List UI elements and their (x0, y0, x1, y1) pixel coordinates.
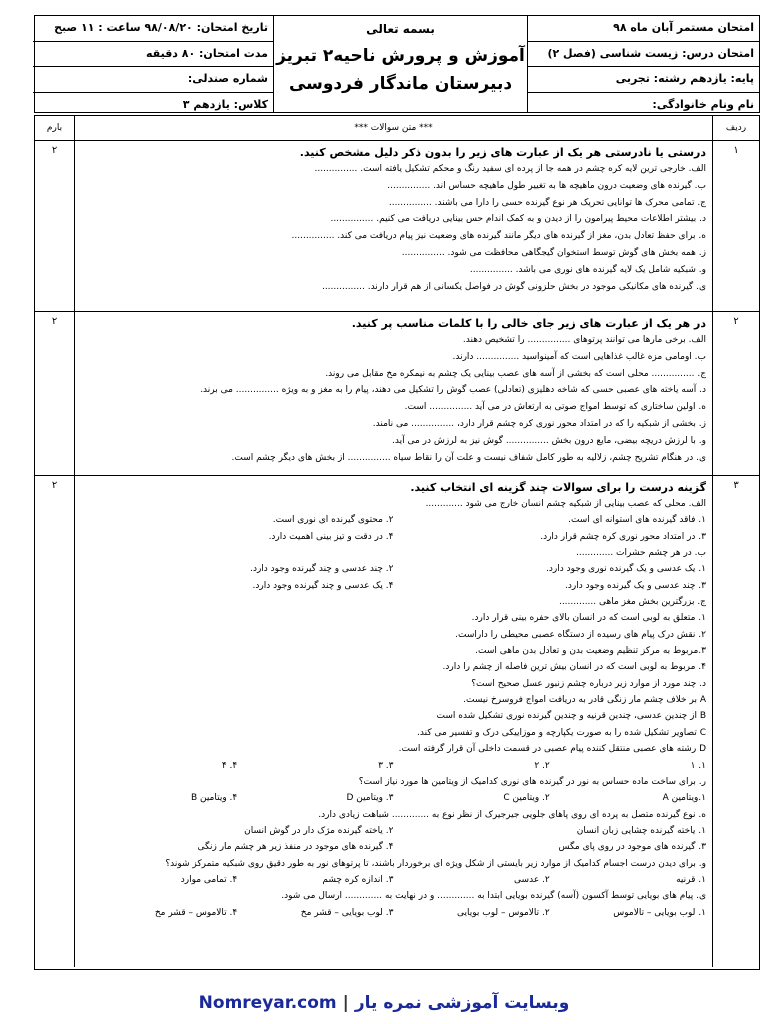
option-item: ۱.ویتامین A (662, 793, 706, 804)
question-line: ۱. متعلق به لوبی است که در انسان بالای حفره بینی قرار دارد. (471, 613, 706, 624)
option-item: ۳. گیرنده های موجود در روی پای مگس (558, 842, 706, 853)
questions-header: *** متن سوالات *** (354, 123, 433, 133)
radif-header: ردیف (712, 116, 759, 140)
score-header: بارم (35, 116, 75, 140)
option-item: ۴. یک عدسی و چند گیرنده وجود دارد. (252, 580, 394, 591)
header-student-info (527, 16, 759, 112)
exam-header (34, 15, 760, 113)
question-line: و. با لرزش دریچه بیضی، مایع درون بخش ............... گوش نیز به لرزش در می آید. (392, 435, 706, 446)
option-row (81, 561, 706, 577)
option-item: ۲. محتوی گیرنده ای نوری است. (272, 515, 394, 526)
option-item: ۴. ویتامین B (190, 793, 238, 804)
exam-subject: امتحان درس: زیست شناسی (فصل ۲) (528, 42, 759, 68)
class-field: کلاس: یازدهم ۳ (182, 97, 268, 111)
option-row (81, 790, 706, 806)
question-line: ز. بخشی از شبکیه را که در امتداد محور نوری کره چشم قرار دارد، ............... می نامند. (372, 418, 706, 429)
question-line: ر. برای ساخت ماده حساس به نور در گیرنده های نوری کدامیک از ویتامین ها مورد نیاز است؟ (358, 776, 706, 787)
question-title: درستی یا نادرستی هر یک از عبارت های زیر را بدون ذکر دلیل مشخص کنید. (299, 146, 706, 159)
question-body (75, 312, 712, 475)
question-line: ج. بزرگترین بخش مغز ماهی ............. (558, 597, 706, 608)
option-item: ۴. ۴ (221, 760, 238, 771)
question-line: ه. نوع گیرنده متصل به پرده ای روی پاهای جلویی جیرجیرک از نظر نوع به ............. شباهت زیادی دارد. (318, 809, 706, 820)
header-title-block (273, 16, 527, 112)
option-item: ۱. فاقد گیرنده های استوانه ای است. (568, 515, 706, 526)
question-line: الف. برخی مارها می توانند پرتوهای ............... را تشخیص دهند. (462, 335, 706, 345)
question-score: ۲ (35, 312, 75, 475)
question-line: ب. گیرنده های وضعیت درون ماهیچه ها به تغییر طول ماهیچه حساس اند. ............... (387, 180, 706, 191)
question-score: ۲ (35, 476, 75, 967)
question-line: د. بیشتر اطلاعات محیط پیرامون را از دیدن و به کمک اندام حس بینایی دریافت می کنیم. ............... (330, 214, 706, 225)
question-number: ۳ (712, 476, 759, 967)
question-line: ج. ............... محلی است که بخشی از آسه های عصب بینایی یک چشم به نیمکره مخ مقابل می روند. (325, 368, 706, 379)
option-item: ۱. یک عدسی و یک گیرنده نوری وجود دارد. (546, 564, 706, 575)
grade-field: پایه: یازدهم رشته: تجربی (528, 67, 759, 93)
question-line: B از چندین عدسی، چندین قرنیه و چندین گیرنده نوری تشکیل شده است (436, 711, 706, 722)
question-body (75, 476, 712, 967)
option-row (81, 578, 706, 594)
option-row (81, 905, 706, 921)
question-line: الف. محلی که عصب بینایی از شبکیه چشم انسان خارج می شود ............. (425, 499, 706, 509)
question-line: ج. تمامی محرک ها توانایی تحریک هر نوع گیرنده حسی را دارا می باشند. ............... (388, 197, 706, 208)
question-body (75, 141, 712, 311)
question-line: الف. خارجی ترین لایه کره چشم در همه جا از پرده ای سفید رنگ و محکم تشکیل یافته است. ............... (314, 164, 706, 174)
questions-table (34, 115, 760, 970)
option-item: ۱. یاخته گیرنده چشایی زبان انسان (576, 825, 706, 836)
option-row (81, 529, 706, 545)
question-line: ۴. مربوط به لوبی است که در انسان بیش ترین فاصله از چشم را دارد. (442, 662, 706, 673)
question-line: ز. همه بخش های گوش توسط استخوان گیجگاهی محافظت می شود. ............... (401, 247, 706, 258)
option-row (81, 872, 706, 888)
option-row (81, 512, 706, 528)
option-item: ۴. تالاموس – قشر مخ (154, 907, 238, 918)
option-item: ۳. چند عدسی و یک گیرنده وجود دارد. (565, 580, 706, 591)
option-item: ۳. ویتامین D (346, 793, 394, 804)
option-row (81, 823, 706, 839)
option-item: ۲. عدسی (514, 874, 550, 885)
basmala: بسمه تعالی (366, 22, 435, 36)
seat-number: شماره صندلی: (33, 67, 273, 93)
school-name: دبیرستان ماندگار فردوسی (288, 74, 513, 94)
question-line: ۲. نقش درک پیام های رسیده از دستگاه عصبی محیطی را داراست. (455, 629, 706, 640)
site-footer (0, 993, 768, 1013)
footer-text: وبسایت آموزشی نمره یار (354, 993, 570, 1013)
option-row (81, 758, 706, 774)
question-title: در هر یک از عبارت های زیر جای خالی را با کلمات مناسب پر کنید. (351, 317, 706, 330)
exam-duration: مدت امتحان: ۸۰ دقیقه (33, 42, 273, 68)
option-item: ۲. چند عدسی و چند گیرنده وجود دارد. (250, 564, 394, 575)
question-line: ب. اومامی مزه غالب غذاهایی است که آمینواسید ............... دارند. (452, 351, 706, 362)
question-line: ه. اولین ساختاری که توسط امواج صوتی به ارتعاش در می آید ............... است. (404, 402, 706, 413)
option-item: ۴. گیرنده های موجود در منفذ زیر هر چشم مار زنگی (197, 842, 394, 853)
option-item: ۱. قرنیه (676, 874, 706, 885)
question-line: ب. در هر چشم حشرات ............. (575, 548, 706, 559)
question-line: C تصاویر تشکیل شده را به صورت یکپارچه و موزاییکی درک و تفسیر می کند. (417, 727, 706, 738)
exam-type: امتحان مستمر آبان ماه ۹۸ (528, 16, 759, 42)
education-office: آموزش و پرورش ناحیه۲ تبریز (276, 46, 525, 66)
footer-separator: | (342, 993, 349, 1013)
question-3 (35, 476, 759, 967)
header-exam-info (33, 16, 273, 112)
option-item: ۲. تالاموس – لوب بویایی (456, 907, 550, 918)
option-item: ۱. ۱ (690, 760, 706, 771)
option-row (81, 839, 706, 855)
question-line: د. آسه یاخته های عصبی حسی که شاخه دهلیزی (تعادلی) عصب گوش را تشکیل می دهند، پیام را به مغز و به ویژه ............... می برند. (200, 385, 706, 396)
question-line: ی. پیام های بویایی توسط آکسون (آسه) گیرنده بویایی ابتدا به ............. و در نهایت به ............. ارسال می شود. (281, 891, 706, 902)
option-item: ۴. در دقت و تیز بینی اهمیت دارد. (268, 531, 394, 542)
question-line: ی. گیرنده های مکانیکی موجود در بخش حلزونی گوش در فواصل یکسانی از هم قرار دارند. ............... (321, 281, 706, 292)
question-line: D رشته های عصبی منتقل کننده پیام عصبی در قسمت داخلی آن قرار گرفته است. (398, 744, 706, 755)
question-number: ۱ (712, 141, 759, 311)
question-line: ی. در هنگام تشریح چشم، زلالیه به طور کامل شفاف نیست و علت آن را نقاط سیاه ............... از بخش های دیگر چشم است. (231, 452, 706, 463)
question-score: ۲ (35, 141, 75, 311)
question-line: ه. برای حفظ تعادل بدن، مغز از گیرنده های دیگر مانند گیرنده های وضعیت نیز پیام دریافت می کند. ............... (291, 231, 706, 242)
question-title: گزینه درست را برای سوالات چند گزینه ای انتخاب کنید. (410, 481, 706, 494)
question-line: ۳.مربوط به مرکز تنظیم وضعیت بدن و تعادل بدن ماهی است. (475, 646, 706, 657)
question-line: د. چند مورد از موارد زیر درباره چشم زنبور عسل صحیح است؟ (471, 678, 706, 689)
option-item: ۳. در امتداد محور نوری کره چشم قرار دارد. (540, 531, 706, 542)
option-item: ۱. لوب بویایی – تالاموس (613, 907, 706, 918)
question-1 (35, 141, 759, 312)
option-item: ۳. ۳ (378, 760, 394, 771)
question-2 (35, 312, 759, 476)
question-number: ۲ (712, 312, 759, 475)
option-item: ۳. لوب بویایی – قشر مخ (300, 907, 394, 918)
option-item: ۲. یاخته گیرنده مژک دار در گوش انسان (244, 825, 394, 836)
option-item: ۴. تمامی موارد (180, 874, 238, 885)
option-item: ۲. ۲ (534, 760, 550, 771)
student-name-field: نام ونام خانوادگی: (652, 97, 754, 111)
option-item: ۲. ویتامین C (503, 793, 550, 804)
question-line: A بر خلاف چشم مار زنگی قادر به دریافت امواج فروسرخ نیست. (463, 695, 706, 706)
question-line: و. شبکیه شامل یک لایه گیرنده های نوری می باشد. ............... (469, 264, 706, 275)
footer-brand: Nomreyar.com (198, 993, 337, 1013)
question-line: و. برای دیدن درست اجسام کدامیک از موارد زیر بایستی از شکل ویژه ای برخوردار باشند، تا پرتوهای نور به طور دقیق روی شبکیه متمرکز شوند؟ (165, 858, 706, 869)
option-item: ۳. اندازه کره چشم (322, 874, 394, 885)
exam-date: تاریخ امتحان: ۹۸/۰۸/۲۰ ساعت : ۱۱ صبح (33, 16, 273, 42)
table-header (35, 116, 759, 141)
